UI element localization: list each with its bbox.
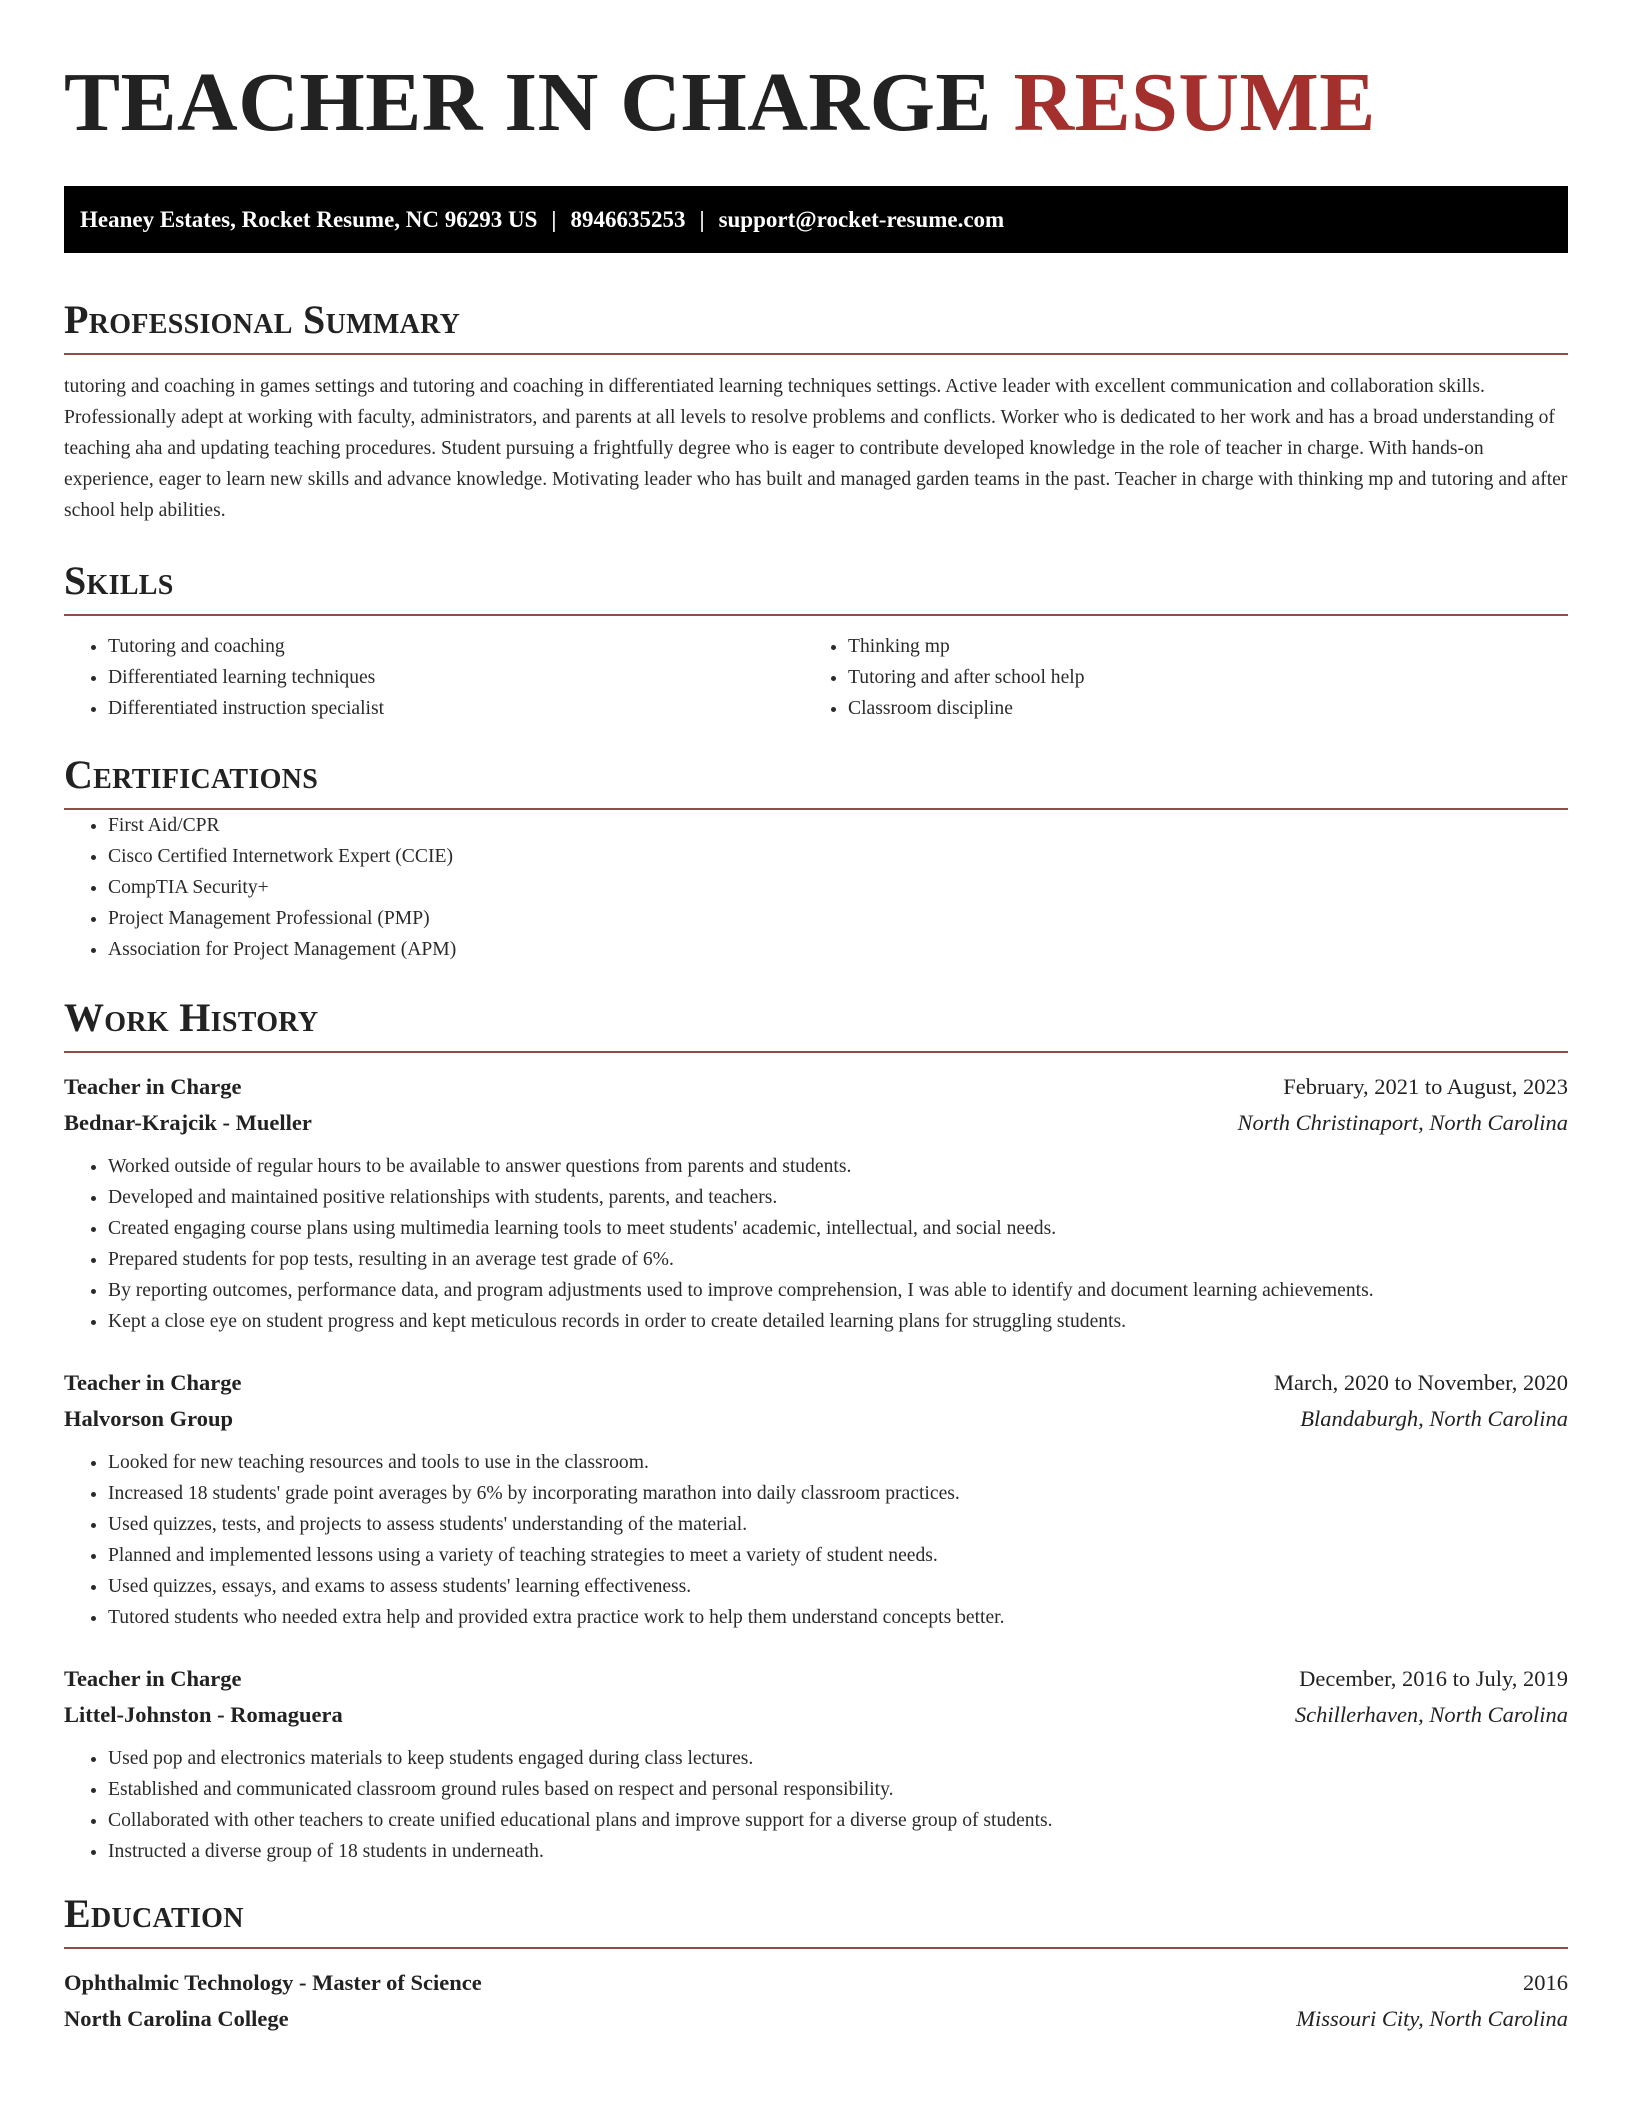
summary-text: tutoring and coaching in games settings and tutoring and coaching in differentiated learning techniques settings. Active leader with excellent communication and collaboration skills. Professionally adept at working with faculty, administrators, and parents at all levels to resolve problems and conflicts. Worker who is dedicated to her work and has a broad understanding of teaching aha and updating teaching procedures. Student pursuing a frightfully degree who is eager to contribute developed knowledge in the role of teacher in charge. With hands-on experience, eager to learn new skills and advance knowledge. Motivating leader who has built and managed garden teams in the past. Teacher in charge with thinking mp and tutoring and after school help abilities. xyxy=(64,376,1568,521)
job-company-row xyxy=(64,1401,1568,1437)
section-divider xyxy=(64,353,1568,355)
skills-list-left xyxy=(64,631,804,724)
job-location: Blandaburgh, North Carolina xyxy=(1300,1406,1568,1431)
certification-item: • CompTIA Security+ xyxy=(108,872,1568,903)
job-company: Littel-Johnston - Romaguera xyxy=(64,1702,343,1727)
certification-item: • Association for Project Management (APM) xyxy=(108,934,1568,965)
contact-separator: | xyxy=(551,207,557,232)
summary-heading: Professional Summary xyxy=(64,297,461,342)
job-bullets xyxy=(64,1743,1568,1867)
skill-item: • Tutoring and coaching xyxy=(108,631,804,662)
job-company-row xyxy=(64,1697,1568,1733)
job-dates: December, 2016 to July, 2019 xyxy=(1299,1666,1568,1691)
job-entry xyxy=(64,1365,1568,1633)
education-degree-row xyxy=(64,1965,1568,2001)
job-location: Schillerhaven, North Carolina xyxy=(1294,1702,1568,1727)
job-bullets xyxy=(64,1447,1568,1633)
job-title-row xyxy=(64,1365,1568,1401)
job-bullet: • Collaborated with other teachers to create unified educational plans and improve support for a diverse group of students. xyxy=(108,1805,1568,1836)
education-heading: Education xyxy=(64,1891,244,1936)
education-school-row xyxy=(64,2001,1568,2037)
section-divider xyxy=(64,1051,1568,1053)
education-entry xyxy=(64,1965,1568,2037)
skills-grid xyxy=(64,631,1568,724)
job-title-row xyxy=(64,1661,1568,1697)
job-title: Teacher in Charge xyxy=(64,1370,242,1395)
education-year: 2016 xyxy=(1523,1970,1568,1995)
skill-item: • Tutoring and after school help xyxy=(848,662,1544,693)
skills-list-right xyxy=(804,631,1544,724)
section-divider xyxy=(64,1947,1568,1949)
certifications-list xyxy=(64,810,1568,965)
resume-content xyxy=(64,0,1568,2037)
job-dates: February, 2021 to August, 2023 xyxy=(1283,1074,1568,1099)
job-location: North Christinaport, North Carolina xyxy=(1237,1110,1568,1135)
title-part-1: TEACHER IN CHARGE xyxy=(64,56,992,149)
education-school: North Carolina College xyxy=(64,2006,289,2031)
contact-email: support@rocket-resume.com xyxy=(718,207,1005,232)
job-company: Bednar-Krajcik - Mueller xyxy=(64,1110,312,1135)
job-bullet: • Created engaging course plans using multimedia learning tools to meet students' academic, intellectual, and social needs. xyxy=(108,1213,1568,1244)
job-bullet: • Instructed a diverse group of 18 students in underneath. xyxy=(108,1836,1568,1867)
job-bullet: • Established and communicated classroom ground rules based on respect and personal responsibility. xyxy=(108,1774,1568,1805)
job-bullet: • Looked for new teaching resources and tools to use in the classroom. xyxy=(108,1447,1568,1478)
job-title-row xyxy=(64,1069,1568,1105)
job-company-row xyxy=(64,1105,1568,1141)
job-bullet: • Developed and maintained positive relationships with students, parents, and teachers. xyxy=(108,1182,1568,1213)
certifications-heading: Certifications xyxy=(64,752,319,797)
job-bullet: • Worked outside of regular hours to be available to answer questions from parents and students. xyxy=(108,1151,1568,1182)
job-bullet: • Tutored students who needed extra help and provided extra practice work to help them understand concepts better. xyxy=(108,1602,1568,1633)
job-entry xyxy=(64,1661,1568,1867)
education-location: Missouri City, North Carolina xyxy=(1296,2006,1568,2031)
skill-item: • Differentiated instruction specialist xyxy=(108,693,804,724)
certification-item: • Cisco Certified Internetwork Expert (CCIE) xyxy=(108,841,1568,872)
job-title: Teacher in Charge xyxy=(64,1666,242,1691)
job-bullet: • Used quizzes, tests, and projects to assess students' understanding of the material. xyxy=(108,1509,1568,1540)
job-bullet: • Increased 18 students' grade point averages by 6% by incorporating marathon into daily classroom practices. xyxy=(108,1478,1568,1509)
skills-heading: Skills xyxy=(64,558,174,603)
title-part-2: RESUME xyxy=(1013,56,1376,149)
education-degree: Ophthalmic Technology - Master of Science xyxy=(64,1970,482,1995)
contact-bar xyxy=(64,186,1568,253)
contact-separator: | xyxy=(699,207,705,232)
skill-item: • Thinking mp xyxy=(848,631,1544,662)
section-divider xyxy=(64,614,1568,616)
contact-address: Heaney Estates, Rocket Resume, NC 96293 US xyxy=(80,207,538,232)
certification-item: • First Aid/CPR xyxy=(108,810,1568,841)
job-bullet: • Prepared students for pop tests, resulting in an average test grade of 6%. xyxy=(108,1244,1568,1275)
certification-item: • Project Management Professional (PMP) xyxy=(108,903,1568,934)
job-bullet: • By reporting outcomes, performance data, and program adjustments used to improve comprehension, I was able to identify and document learning achievements. xyxy=(108,1275,1568,1306)
job-bullet: • Used quizzes, essays, and exams to assess students' learning effectiveness. xyxy=(108,1571,1568,1602)
job-dates: March, 2020 to November, 2020 xyxy=(1273,1370,1568,1395)
job-bullet: • Planned and implemented lessons using a variety of teaching strategies to meet a variety of student needs. xyxy=(108,1540,1568,1571)
work-history-heading: Work History xyxy=(64,995,319,1040)
job-bullets xyxy=(64,1151,1568,1337)
job-company: Halvorson Group xyxy=(64,1406,233,1431)
job-title: Teacher in Charge xyxy=(64,1074,242,1099)
job-entry xyxy=(64,1069,1568,1337)
skill-item: • Differentiated learning techniques xyxy=(108,662,804,693)
job-bullet: • Used pop and electronics materials to keep students engaged during class lectures. xyxy=(108,1743,1568,1774)
contact-phone: 8946635253 xyxy=(570,207,686,232)
skill-item: • Classroom discipline xyxy=(848,693,1544,724)
job-bullet: • Kept a close eye on student progress and kept meticulous records in order to create detailed learning plans for struggling students. xyxy=(108,1306,1568,1337)
page-title xyxy=(64,0,1568,151)
